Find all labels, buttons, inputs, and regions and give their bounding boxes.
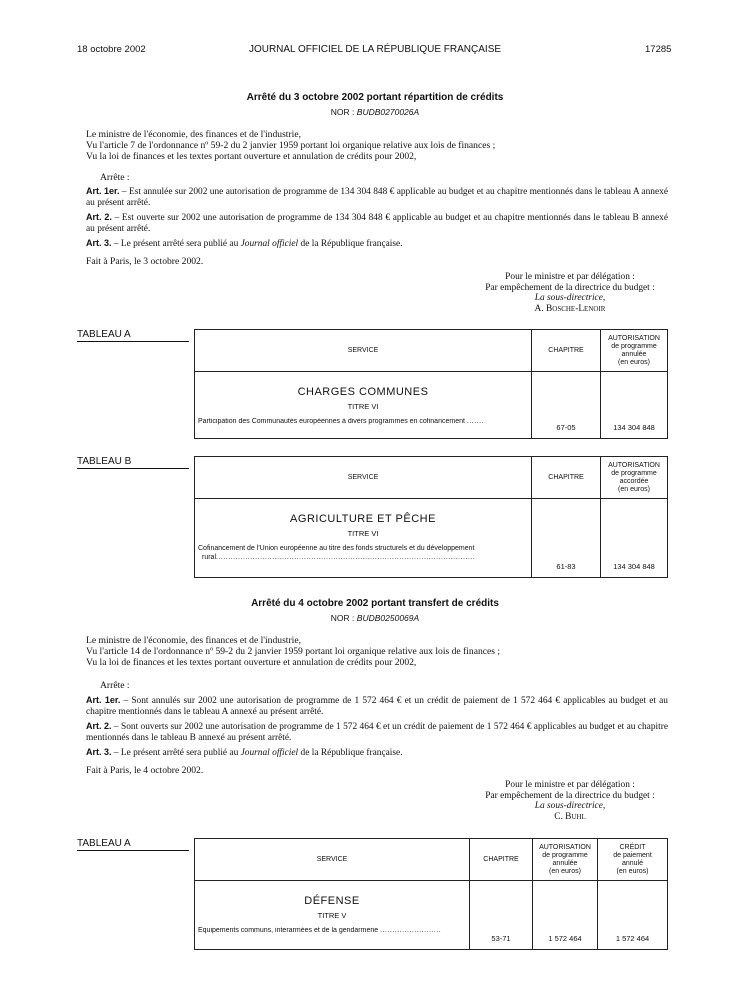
arrete1-title: Arrêté du 3 octobre 2002 portant répartition de crédits: [246, 92, 504, 103]
header-date: 18 octobre 2002: [77, 44, 146, 55]
table-a2-row-chapitre: 53-71: [470, 881, 533, 950]
table-b1-header-service: SERVICE: [195, 457, 532, 499]
arrete2-article-1: Art. 1er. – Sont annulés sur 2002 une autorisation de programme de 1 572 464 € et un crédit de paiement de 1 572 464 € applicables au budget et au chapitre mentionnés dans le tableau A annexé au présent arrêté.: [86, 695, 668, 717]
arrete2-fait: Fait à Paris, le 4 octobre 2002.: [86, 765, 204, 776]
table-a2-row-label: Equipements communs, interarmées et de la gendarmerie .........................: [198, 927, 442, 934]
table-a2-section: DÉFENSE: [304, 895, 360, 907]
arrete2-article-2: Art. 2. – Sont ouverts sur 2002 une autorisation de programme de 1 572 464 € et un crédit de paiement de 1 572 464 € applicables au budget et au chapitre mentionnés dans le tableau B annexé au présent arrêté.: [86, 721, 668, 743]
arrete2-arrete: Arrête :: [100, 680, 130, 691]
table-b1-header-autorisation: AUTORISATION de programme accordée (en euros): [601, 457, 668, 499]
table-b1-section: AGRICULTURE ET PÊCHE: [290, 513, 436, 525]
arrete2-title: Arrêté du 4 octobre 2002 portant transfert de crédits: [251, 598, 499, 609]
arrete1-preamble: Le ministre de l'économie, des finances et de l'industrie, Vu l'article 7 de l'ordonnance nº 59-2 du 2 janvier 1959 portant loi organique relative aux lois de finances ; Vu la loi de finances et les textes portant ouverture et annulation de crédits pour 2002,: [86, 129, 496, 162]
table-b1: [194, 456, 668, 578]
table-a1-row-amount: 134 304 848: [601, 372, 668, 439]
table-b1-body-service: [195, 499, 532, 578]
table-b1-row-label: Cofinancement de l'Union européenne au titre des fonds structurels et du développement rural..........................................................................................................: [198, 545, 476, 561]
table-a1-header-service: SERVICE: [195, 330, 532, 372]
arrete1-article-1: Art. 1er. – Est annulée sur 2002 une autorisation de programme de 134 304 848 € applicable au budget et au chapitre mentionnés dans le tableau A annexé au présent arrêté.: [86, 186, 668, 208]
table-a1-titre: TITRE VI: [347, 402, 379, 411]
arrete1-signature: Pour le ministre et par délégation : Par empêchement de la directrice du budget : La sous-directrice, A. Bosche-Lenoir: [485, 272, 655, 314]
table-a2: [194, 838, 668, 950]
table-a2-row-amount-credit: 1 572 464: [598, 881, 668, 950]
table-a1-row-label: Participation des Communautés européennes à divers programmes en cofinancement .......: [198, 418, 485, 425]
arrete1-nor: NOR : BUDB0270026A: [330, 107, 420, 117]
table-a1-section: CHARGES COMMUNES: [297, 386, 429, 398]
table-b1-label: TABLEAU B: [77, 456, 189, 469]
arrete1-arrete: Arrête :: [100, 172, 130, 183]
table-a1: [194, 329, 668, 439]
arrete2-article-3: Art. 3. – Le présent arrêté sera publié au Journal officiel de la République française.: [86, 747, 403, 758]
arrete1-fait: Fait à Paris, le 3 octobre 2002.: [86, 256, 204, 267]
header-page-number: 17285: [645, 44, 672, 55]
table-b1-row-amount: 134 304 848: [601, 499, 668, 578]
table-a2-row-amount-autorisation: 1 572 464: [533, 881, 598, 950]
arrete2-nor: NOR : BUDB0250069A: [330, 613, 420, 623]
table-b1-row-chapitre: 61-83: [532, 499, 601, 578]
table-a2-body-service: [195, 881, 470, 950]
table-b1-titre: TITRE VI: [347, 529, 379, 538]
table-a1-header-chapitre: CHAPITRE: [532, 330, 601, 372]
table-a2-header-service: SERVICE: [195, 839, 470, 881]
table-b1-header-chapitre: CHAPITRE: [532, 457, 601, 499]
arrete2-preamble: Le ministre de l'économie, des finances et de l'industrie, Vu l'article 14 de l'ordonnance nº 59-2 du 2 janvier 1959 portant loi organique relative aux lois de finances ; Vu la loi de finances et les textes portant ouverture et annulation de crédits pour 2002,: [86, 635, 501, 668]
arrete1-article-3: Art. 3. – Le présent arrêté sera publié au Journal officiel de la République française.: [86, 238, 403, 249]
table-a1-row-chapitre: 67-05: [532, 372, 601, 439]
table-a1-label: TABLEAU A: [77, 329, 189, 342]
table-a1-header-autorisation: AUTORISATION de programme annulée (en euros): [601, 330, 668, 372]
arrete1-article-2: Art. 2. – Est ouverte sur 2002 une autorisation de programme de 134 304 848 € applicable au budget et au chapitre mentionnés dans le tableau B annexé au présent arrêté.: [86, 212, 669, 234]
table-a2-header-chapitre: CHAPITRE: [470, 839, 533, 881]
arrete2-signature: Pour le ministre et par délégation : Par empêchement de la directrice du budget : La sous-directrice, C. Buhl: [485, 780, 655, 822]
table-a2-header-credit: CRÉDIT de paiement annulé (en euros): [598, 839, 668, 881]
table-a1-body-service: [195, 372, 532, 439]
table-a2-titre: TITRE V: [317, 911, 347, 920]
table-a2-label: TABLEAU A: [77, 838, 189, 851]
header-journal: JOURNAL OFFICIEL DE LA RÉPUBLIQUE FRANÇAISE: [248, 44, 502, 55]
table-a2-header-autorisation: AUTORISATION de programme annulée (en euros): [533, 839, 598, 881]
